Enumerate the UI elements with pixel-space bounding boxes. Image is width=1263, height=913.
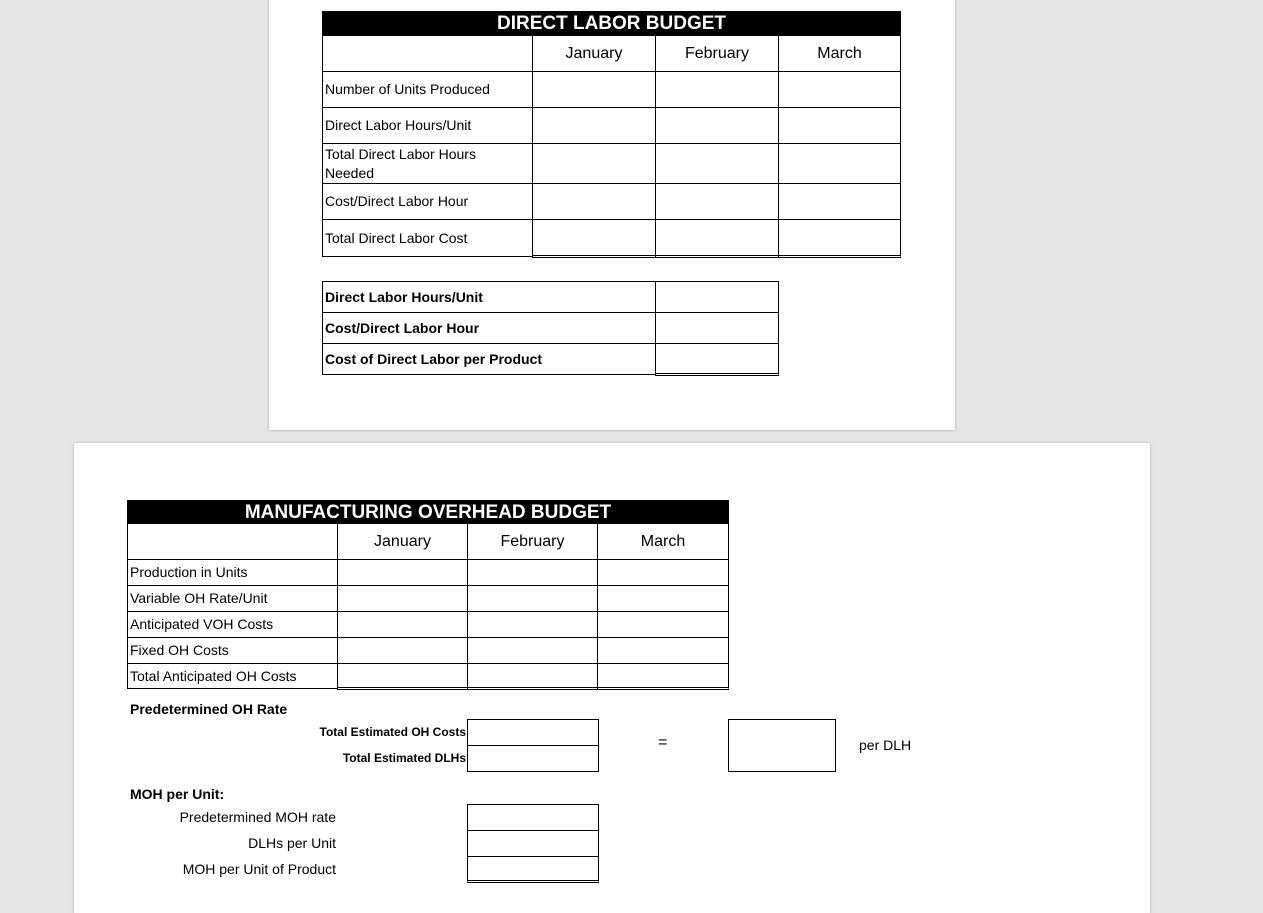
overhead-sheet — [74, 443, 1150, 913]
moh-row-label: Predetermined MOH rate — [179, 808, 336, 825]
input-cell[interactable] — [467, 585, 598, 612]
row-label: Total Anticipated OH Costs — [127, 663, 338, 689]
header-blank-cell — [322, 35, 533, 72]
row-label: Direct Labor Hours/Unit — [322, 107, 533, 144]
input-cell[interactable] — [655, 183, 779, 220]
input-cell[interactable] — [597, 637, 729, 664]
row-label: Cost/Direct Labor Hour — [322, 183, 533, 220]
summary-input-cell[interactable] — [655, 343, 779, 376]
input-cell[interactable] — [337, 663, 468, 690]
input-cell[interactable] — [337, 637, 468, 664]
input-cell[interactable] — [532, 71, 656, 108]
month-header-february: February — [467, 523, 598, 560]
moh-per-unit-heading: MOH per Unit: — [130, 786, 225, 802]
row-label: Total Direct Labor Cost — [322, 219, 533, 257]
row-label: Total Direct Labor Hours Needed — [322, 143, 533, 184]
input-cell[interactable] — [597, 559, 729, 586]
total-estimated-dlhs-label: Total Estimated DLHs — [342, 751, 466, 765]
direct-labor-sheet — [269, 0, 955, 430]
input-cell[interactable] — [778, 107, 901, 144]
input-cell[interactable] — [778, 71, 901, 108]
summary-row-label: Direct Labor Hours/Unit — [322, 281, 656, 313]
row-label: Production in Units — [127, 559, 338, 586]
input-cell[interactable] — [655, 143, 779, 184]
summary-input-cell[interactable] — [655, 281, 779, 313]
direct-labor-title: DIRECT LABOR BUDGET — [322, 11, 901, 35]
row-label: Number of Units Produced — [322, 71, 533, 108]
input-cell[interactable] — [532, 143, 656, 184]
per-dlh-label: per DLH — [859, 737, 912, 753]
row-label: Fixed OH Costs — [127, 637, 338, 664]
moh-row-label: MOH per Unit of Product — [182, 860, 336, 877]
month-header-january: January — [337, 523, 468, 560]
month-header-january: January — [532, 35, 656, 72]
moh-input-cell[interactable] — [467, 830, 599, 857]
row-label: Variable OH Rate/Unit — [127, 585, 338, 612]
input-cell[interactable] — [597, 611, 729, 638]
input-cell[interactable] — [778, 143, 901, 184]
input-cell[interactable] — [467, 663, 598, 690]
total-estimated-oh-costs-cell[interactable] — [467, 719, 599, 746]
moh-input-cell[interactable] — [467, 804, 599, 831]
month-header-march: March — [778, 35, 901, 72]
input-cell[interactable] — [655, 71, 779, 108]
equals-sign: = — [658, 734, 668, 751]
input-cell[interactable] — [467, 559, 598, 586]
input-cell[interactable] — [467, 637, 598, 664]
input-cell[interactable] — [337, 559, 468, 586]
input-cell[interactable] — [532, 183, 656, 220]
header-blank-cell — [127, 523, 338, 560]
row-label: Anticipated VOH Costs — [127, 611, 338, 638]
input-cell[interactable] — [655, 219, 779, 258]
moh-input-cell[interactable] — [467, 856, 599, 883]
input-cell[interactable] — [655, 107, 779, 144]
input-cell[interactable] — [337, 585, 468, 612]
input-cell[interactable] — [532, 219, 656, 258]
input-cell[interactable] — [532, 107, 656, 144]
summary-input-cell[interactable] — [655, 312, 779, 344]
summary-row-label: Cost/Direct Labor Hour — [322, 312, 656, 344]
month-header-march: March — [597, 523, 729, 560]
total-estimated-dlhs-cell[interactable] — [467, 745, 599, 772]
input-cell[interactable] — [597, 585, 729, 612]
month-header-february: February — [655, 35, 779, 72]
overhead-title: MANUFACTURING OVERHEAD BUDGET — [127, 500, 729, 524]
total-estimated-oh-costs-label: Total Estimated OH Costs — [319, 725, 466, 739]
moh-row-label: DLHs per Unit — [248, 834, 336, 851]
input-cell[interactable] — [778, 183, 901, 220]
input-cell[interactable] — [778, 219, 901, 258]
input-cell[interactable] — [597, 663, 729, 690]
input-cell[interactable] — [337, 611, 468, 638]
oh-rate-result-cell[interactable] — [728, 719, 836, 772]
predetermined-oh-rate-heading: Predetermined OH Rate — [130, 701, 288, 717]
summary-row-label: Cost of Direct Labor per Product — [322, 343, 656, 375]
input-cell[interactable] — [467, 611, 598, 638]
